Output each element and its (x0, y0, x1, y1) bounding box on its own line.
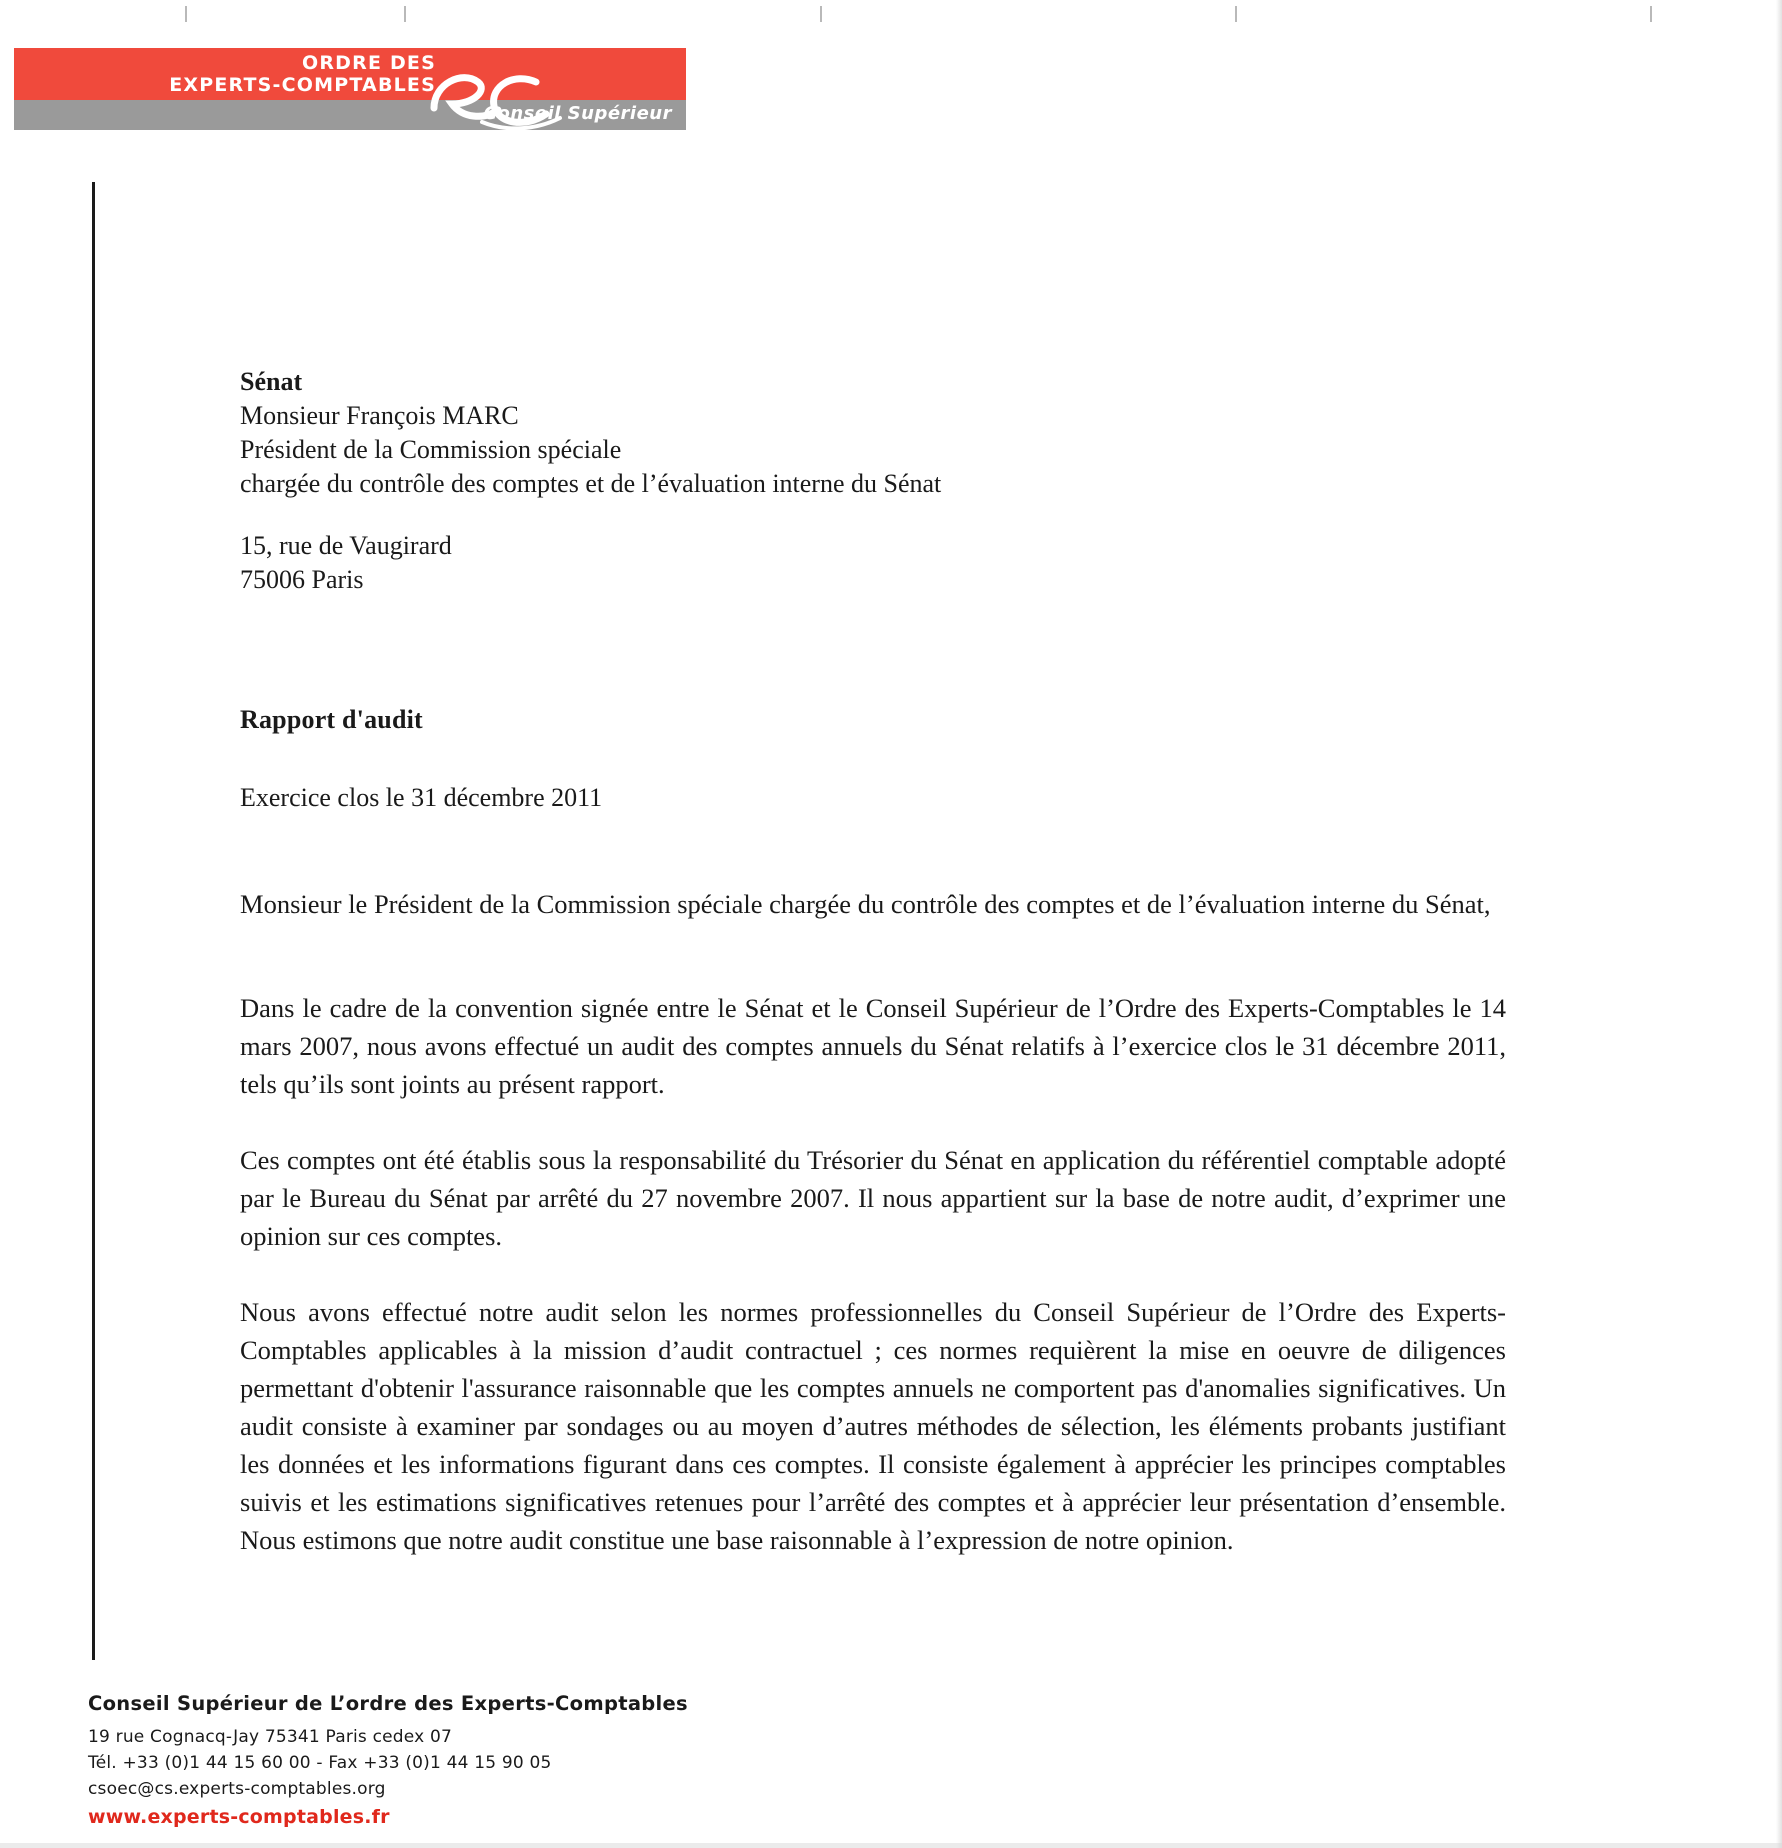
addressee-name: Sénat (240, 367, 303, 396)
addressee-role: Président de la Commission spéciale (240, 435, 622, 464)
letter-body (240, 365, 1506, 1559)
addressee-street: 15, rue de Vaugirard (240, 531, 452, 560)
left-margin-rule (92, 182, 95, 1660)
letterhead-red-band (14, 48, 686, 100)
letter-paragraph: Dans le cadre de la convention signée entre le Sénat et le Conseil Supérieur de l’Ordre des Experts-Comptables le 14 mars 2007, nous avons effectué un audit des comptes annuels du Sénat relatifs à l’exercice clos le 31 décembre 2011, tels qu’ils sont joints au présent rapport. (240, 993, 1506, 1099)
footer-phone: Tél. +33 (0)1 44 15 60 00 - Fax +33 (0)1 44 15 90 05 (88, 1753, 552, 1773)
scan-tick (404, 6, 406, 22)
letterhead-title-line1: ORDRE DES (301, 52, 436, 74)
addressee-block (240, 365, 1506, 597)
page-footer (88, 1692, 688, 1828)
addressee-person: Monsieur François MARC (240, 401, 519, 430)
scan-tick (1650, 6, 1652, 22)
footer-organisation: Conseil Supérieur de L’ordre des Experts-Comptables (88, 1692, 688, 1715)
addressee-city: 75006 Paris (240, 565, 364, 594)
addressee-role-detail: chargée du contrôle des comptes et de l’évaluation interne du Sénat (240, 469, 942, 498)
scan-tick (1235, 6, 1237, 22)
letter-subject: Rapport d'audit (240, 705, 423, 734)
footer-address: 19 rue Cognacq-Jay 75341 Paris cedex 07 (88, 1727, 453, 1747)
letterhead-title-line2: EXPERTS-COMPTABLES (169, 74, 436, 96)
letter-paragraph: Ces comptes ont été établis sous la responsabilité du Trésorier du Sénat en application du référentiel comptable adopté par le Bureau du Sénat par arrêté du 27 novembre 2007. Il nous appartient sur la base de notre audit, d’exprimer une opinion sur ces comptes. (240, 1145, 1506, 1251)
scan-tick (185, 6, 187, 22)
scan-edge (0, 1843, 1782, 1848)
letterhead-grey-band (14, 100, 686, 130)
scan-tick (820, 6, 822, 22)
letterhead-title (169, 52, 436, 96)
footer-website[interactable]: www.experts-comptables.fr (88, 1806, 390, 1828)
letter-salutation: Monsieur le Président de la Commission spéciale chargée du contrôle des comptes et de l’évaluation interne du Sénat, (240, 889, 1491, 919)
letterhead-subtitle: Conseil Supérieur (483, 103, 672, 124)
footer-email[interactable]: csoec@cs.experts-comptables.org (88, 1779, 386, 1799)
letter-paragraph: Nous avons effectué notre audit selon les normes professionnelles du Conseil Supérieur de l’Ordre des Experts-Comptables applicables à la mission d’audit contractuel ; ces normes requièrent la mise en oeuvre de diligences permettant d'obtenir l'assurance raisonnable que les comptes annuels ne comportent pas d'anomalies significatives. Un audit consiste à examiner par sondages ou au moyen d’autres méthodes de sélection, les éléments probants justifiant les données et les informations figurant dans ces comptes. Il consiste également à apprécier les principes comptables suivis et les estimations significatives retenues pour l’arrêté des comptes et à apprécier leur présentation d’ensemble. Nous estimons que notre audit constitue une base raisonnable à l’expression de notre opinion. (240, 1297, 1506, 1555)
scan-edge (1776, 0, 1782, 1848)
addressee-spacer (240, 501, 1506, 529)
letter-exercice: Exercice clos le 31 décembre 2011 (240, 783, 603, 812)
letterhead (14, 48, 686, 130)
